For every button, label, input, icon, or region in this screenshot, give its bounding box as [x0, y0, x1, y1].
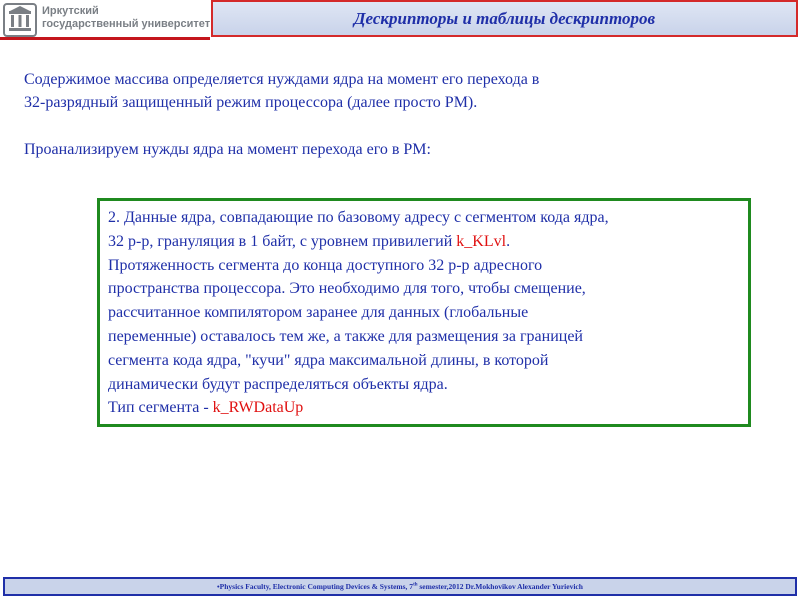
box-line-2-text: 32 р-р, грануляция в 1 байт, с уровнем привилегий	[108, 232, 457, 250]
privilege-level-code: k_KLvl	[456, 232, 507, 250]
analysis-paragraph: Проанализируем нужды ядра на момент перехода его в PM:	[24, 141, 431, 158]
intro-line-2: 32-разрядный защищенный режим процессора (далее просто PM).	[24, 94, 478, 111]
university-emblem-icon	[3, 3, 37, 37]
box-line-9	[108, 396, 740, 420]
segment-type-label: Тип сегмента -	[108, 399, 213, 417]
page-title: Дескрипторы и таблицы дескрипторов	[353, 8, 656, 28]
footer-text-sup: th	[413, 582, 418, 588]
box-line-7: сегмента кода ядра, "кучи" ядра максимальной длины, в которой	[108, 351, 549, 369]
box-line-3: Протяженность сегмента до конца доступного 32 р-р адресного	[108, 256, 543, 274]
footer-text	[217, 582, 583, 591]
intro-paragraph	[24, 68, 764, 114]
university-logo	[0, 0, 210, 40]
title-bar	[211, 0, 798, 37]
segment-type-code: k_RWDataUp	[212, 399, 304, 417]
intro-line-1: Содержимое массива определяется нуждами ядра на момент его перехода в	[24, 71, 540, 88]
logo-line2: государственный университет	[42, 18, 211, 30]
logo-underline	[0, 37, 210, 40]
kernel-data-segment-box	[97, 198, 751, 427]
logo-text	[42, 5, 210, 31]
box-line-2-end: .	[506, 232, 511, 250]
logo-line1: Иркутский	[42, 5, 99, 17]
box-line-8: динамически будут распределяться объекты ядра.	[108, 375, 448, 393]
footer-text-start: •Physics Faculty, Electronic Computing Devices & Systems, 7	[217, 582, 414, 591]
box-line-6: переменные) оставалось тем же, а также для размещения за границей	[108, 327, 583, 345]
box-line-5: рассчитанное компилятором заранее для данных (глобальные	[108, 304, 529, 322]
footer-bar	[3, 577, 797, 596]
footer	[0, 575, 800, 600]
box-line-2	[108, 230, 740, 254]
footer-text-end: semester,2012 Dr.Mokhovikov Alexander Yurievich	[417, 582, 583, 591]
box-line-1: 2. Данные ядра, совпадающие по базовому адресу с сегментом кода ядра,	[108, 209, 609, 226]
box-line-4: пространства процессора. Это необходимо для того, чтобы смещение,	[108, 280, 586, 298]
